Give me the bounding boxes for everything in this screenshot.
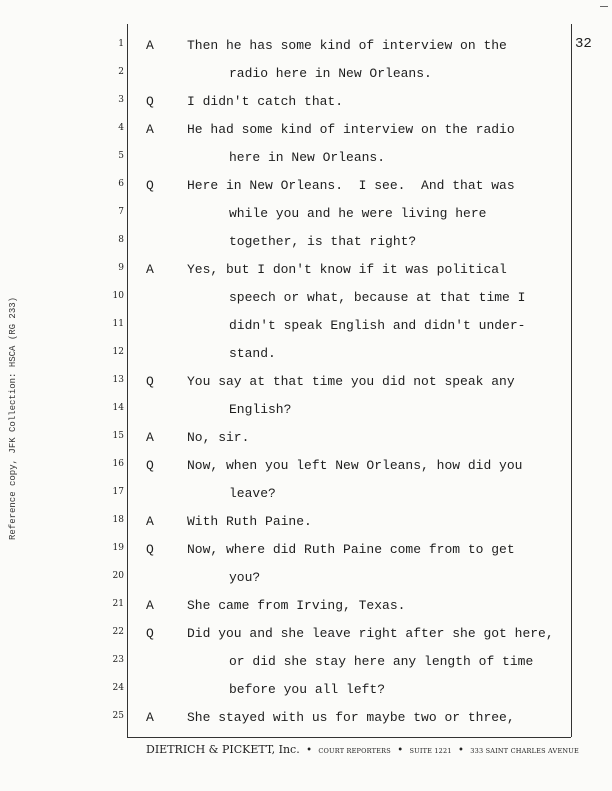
- transcript-line: [0, 234, 612, 254]
- footer: [146, 743, 579, 756]
- line-text: together, is that right?: [229, 234, 417, 249]
- line-text: I didn't catch that.: [187, 94, 344, 109]
- transcript-line: [0, 290, 612, 310]
- transcript-line: [0, 570, 612, 590]
- transcript-line: [0, 458, 612, 478]
- speaker-label: A: [146, 710, 154, 725]
- speaker-label: A: [146, 514, 154, 529]
- line-number: 5: [118, 151, 124, 161]
- speaker-label: Q: [146, 178, 154, 193]
- line-number: 9: [118, 263, 124, 273]
- line-number: 11: [112, 319, 124, 329]
- transcript-line: [0, 626, 612, 646]
- transcript-line: [0, 178, 612, 198]
- speaker-label: Q: [146, 94, 154, 109]
- transcript-line: [0, 710, 612, 730]
- line-text: didn't speak English and didn't under-: [229, 318, 526, 333]
- line-text: Then he has some kind of interview on the: [187, 38, 507, 53]
- line-text: She stayed with us for maybe two or three,: [187, 710, 515, 725]
- transcript-line: [0, 262, 612, 282]
- line-number: 3: [118, 95, 124, 105]
- transcript-line: [0, 430, 612, 450]
- line-text: Now, where did Ruth Paine come from to get: [187, 542, 515, 557]
- line-text: Yes, but I don't know if it was political: [187, 262, 507, 277]
- transcript-line: [0, 374, 612, 394]
- speaker-label: Q: [146, 374, 154, 389]
- footer-separator: •: [458, 745, 464, 756]
- speaker-label: Q: [146, 542, 154, 557]
- line-number: 25: [112, 711, 124, 721]
- transcript-line: [0, 486, 612, 506]
- transcript-line: [0, 598, 612, 618]
- line-number: 15: [112, 431, 124, 441]
- footer-firm: DIETRICH & PICKETT, Inc.: [146, 743, 300, 756]
- line-number: 2: [118, 67, 124, 77]
- line-text: stand.: [229, 346, 276, 361]
- transcript-line: [0, 402, 612, 422]
- transcript-line: [0, 66, 612, 86]
- line-text: Here in New Orleans. I see. And that was: [187, 178, 515, 193]
- scan-mark: [600, 6, 608, 7]
- line-number: 14: [112, 403, 124, 413]
- line-text: radio here in New Orleans.: [229, 66, 432, 81]
- transcript-line: [0, 542, 612, 562]
- transcript-line: [0, 346, 612, 366]
- transcript-line: [0, 122, 612, 142]
- line-number: 22: [112, 627, 124, 637]
- transcript-line: [0, 206, 612, 226]
- line-number: 21: [112, 599, 124, 609]
- footer-suite: SUITE 1221: [409, 747, 452, 755]
- line-text: you?: [229, 570, 261, 585]
- line-text: You say at that time you did not speak any: [187, 374, 515, 389]
- line-number: 1: [118, 39, 124, 49]
- transcript-line: [0, 150, 612, 170]
- line-number: 18: [112, 515, 124, 525]
- line-number: 10: [112, 291, 124, 301]
- footer-reporters: COURT REPORTERS: [318, 747, 391, 755]
- line-number: 8: [118, 235, 124, 245]
- footer-address: 333 SAINT CHARLES AVENUE: [470, 747, 579, 755]
- line-text: Now, when you left New Orleans, how did you: [187, 458, 523, 473]
- line-number: 20: [112, 571, 124, 581]
- line-number: 13: [112, 375, 124, 385]
- speaker-label: A: [146, 122, 154, 137]
- line-text: He had some kind of interview on the radio: [187, 122, 515, 137]
- line-text: English?: [229, 402, 292, 417]
- line-text: She came from Irving, Texas.: [187, 598, 406, 613]
- speaker-label: Q: [146, 626, 154, 641]
- archive-reference-label: Reference copy, JFK Collection: HSCA (RG 233): [8, 296, 18, 540]
- line-number: 19: [112, 543, 124, 553]
- line-text: while you and he were living here: [229, 206, 487, 221]
- line-number: 7: [118, 207, 124, 217]
- line-number: 16: [112, 459, 124, 469]
- line-number: 4: [118, 123, 124, 133]
- line-text: No, sir.: [187, 430, 250, 445]
- transcript-line: [0, 318, 612, 338]
- line-text: before you all left?: [229, 682, 386, 697]
- transcript-line: [0, 38, 612, 58]
- transcript-line: [0, 514, 612, 534]
- speaker-label: A: [146, 598, 154, 613]
- transcript-line: [0, 94, 612, 114]
- line-text: or did she stay here any length of time: [229, 654, 534, 669]
- line-number: 12: [112, 347, 124, 357]
- line-text: Did you and she leave right after she got here,: [187, 626, 554, 641]
- line-text: here in New Orleans.: [229, 150, 386, 165]
- line-number: 24: [112, 683, 124, 693]
- speaker-label: A: [146, 262, 154, 277]
- speaker-label: Q: [146, 458, 154, 473]
- line-text: With Ruth Paine.: [187, 514, 312, 529]
- footer-separator: •: [397, 745, 404, 756]
- line-number: 23: [112, 655, 124, 665]
- transcript-line: [0, 654, 612, 674]
- page-number: 32: [575, 36, 592, 52]
- line-text: speech or what, because at that time I: [229, 290, 526, 305]
- line-number: 6: [118, 179, 124, 189]
- line-text: leave?: [229, 486, 276, 501]
- speaker-label: A: [146, 38, 154, 53]
- speaker-label: A: [146, 430, 154, 445]
- line-number: 17: [112, 487, 124, 497]
- footer-separator: •: [306, 745, 312, 756]
- transcript-line: [0, 682, 612, 702]
- frame-bottom-rule: [127, 737, 571, 738]
